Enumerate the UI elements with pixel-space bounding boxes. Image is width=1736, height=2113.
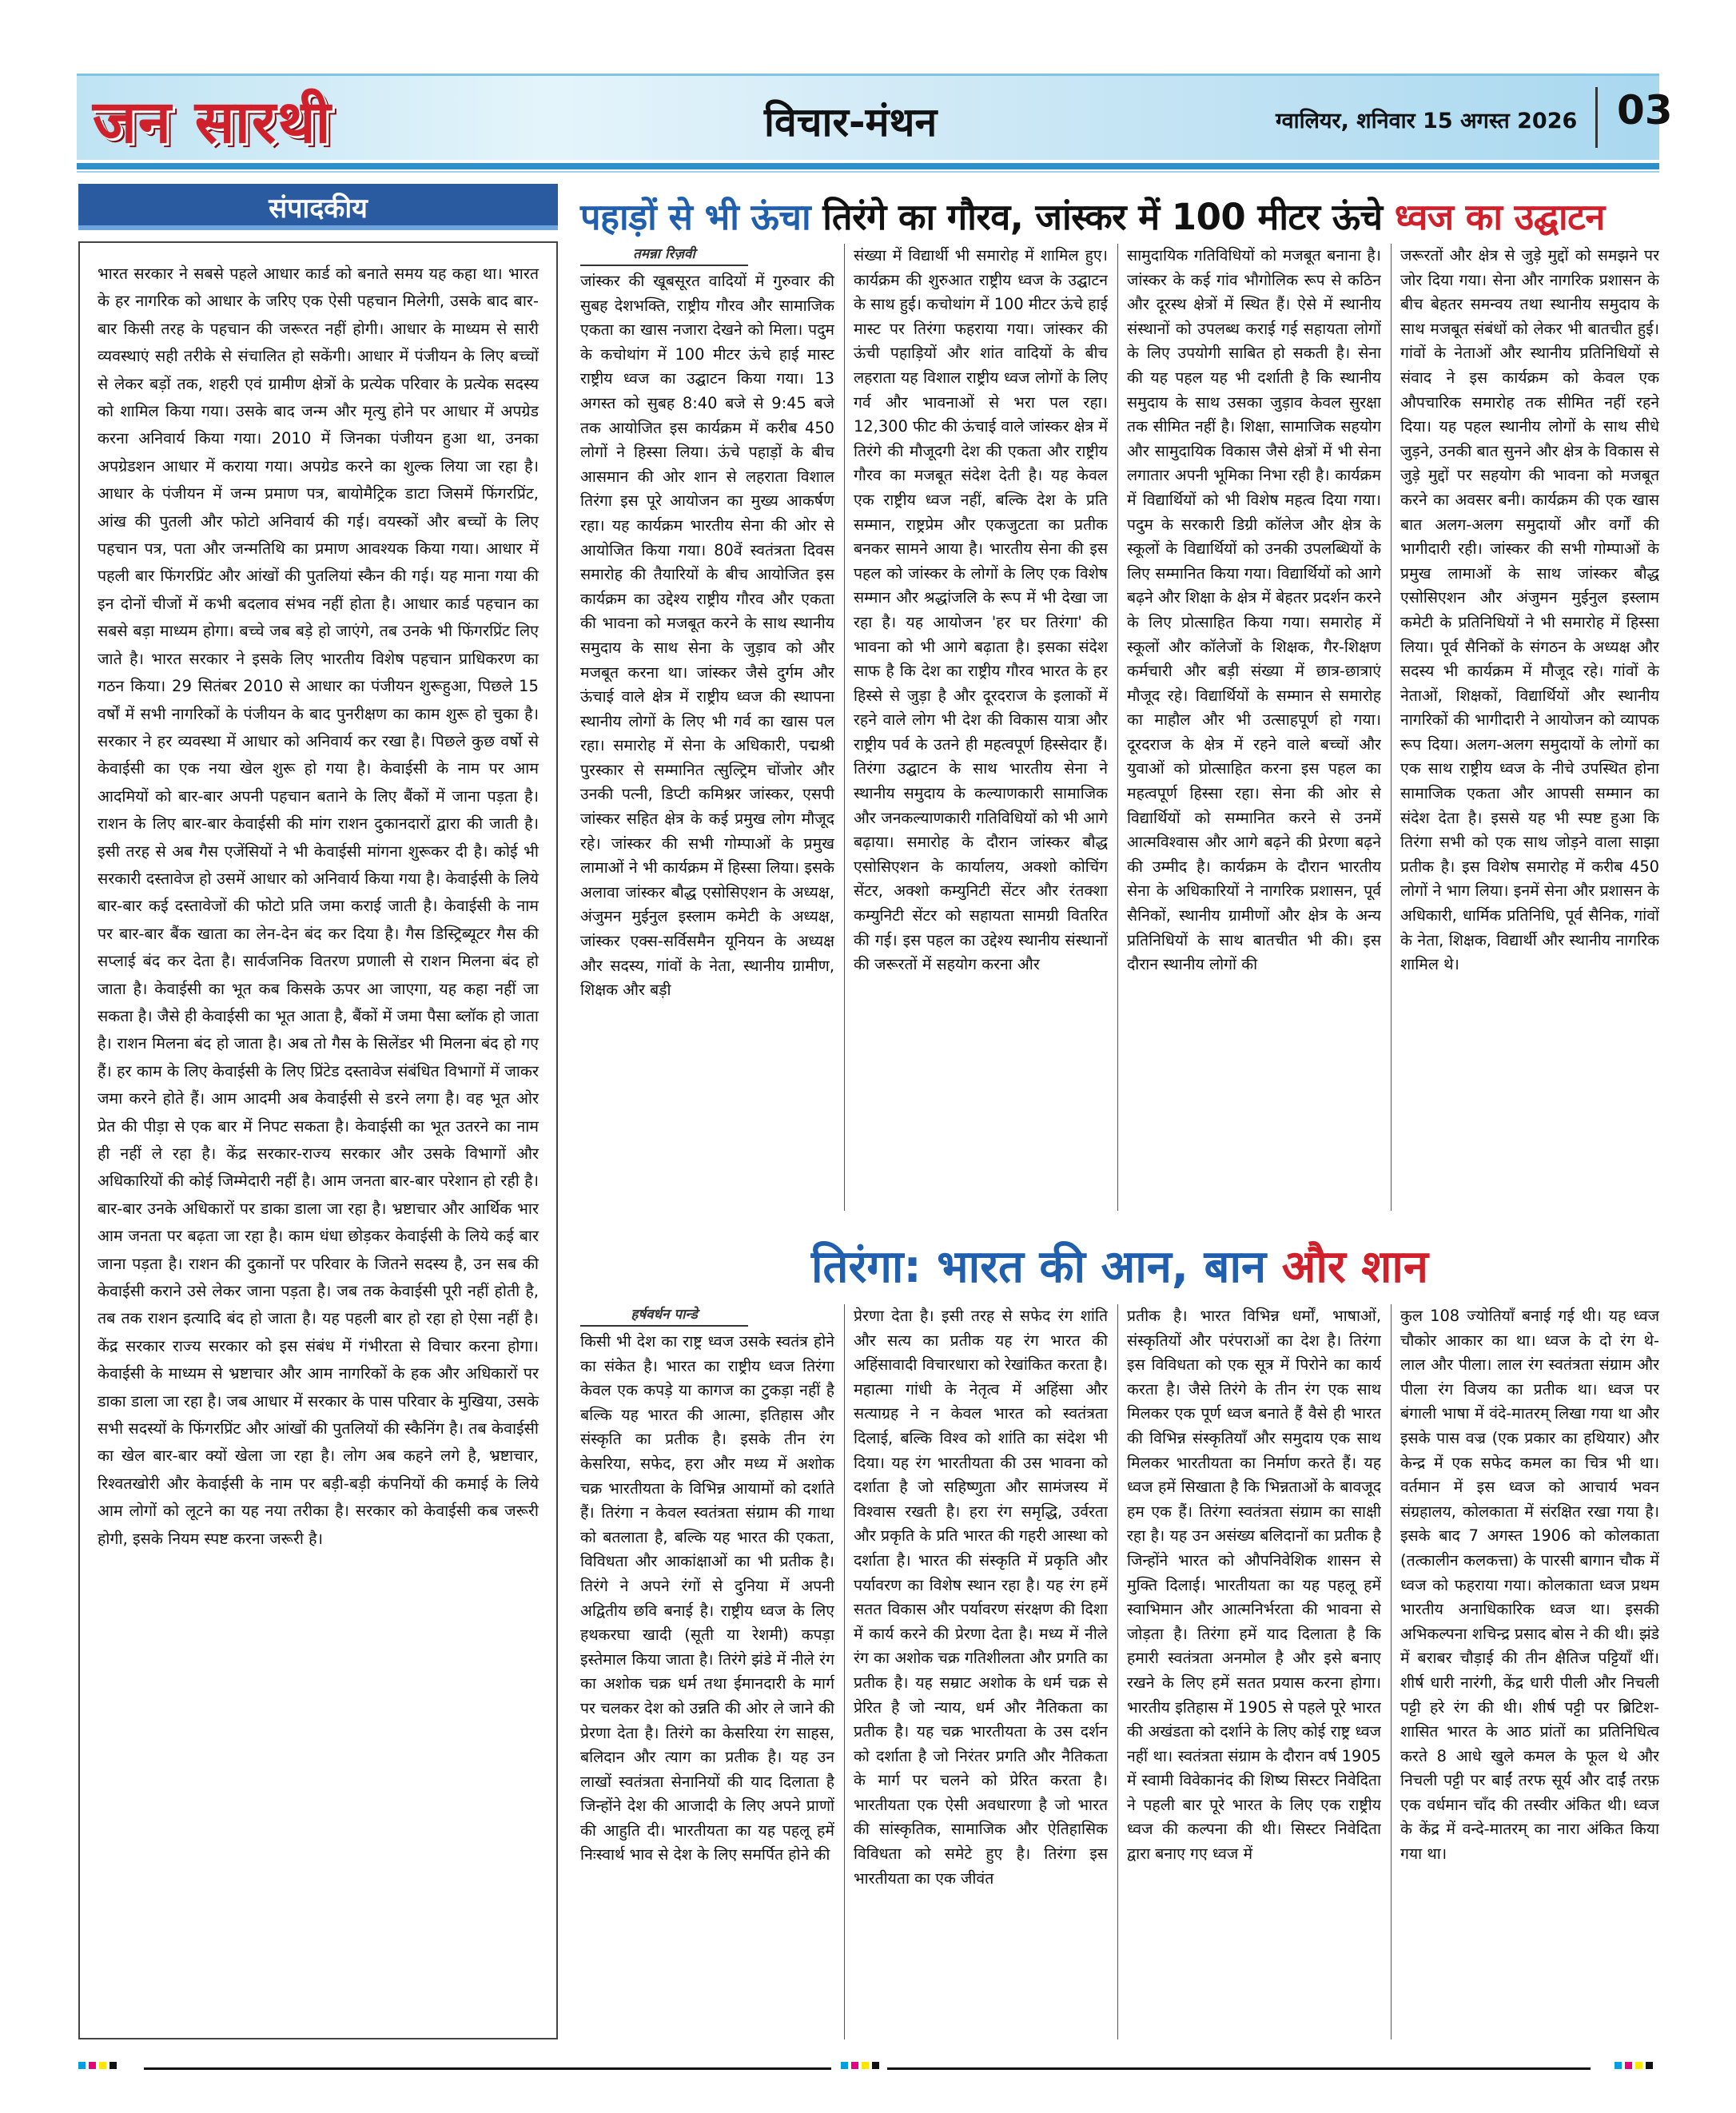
column-divider (1391, 1304, 1392, 2039)
article2-headline (580, 1235, 1659, 1295)
article2-col3-text: प्रतीक है। भारत विभिन्न धर्मों, भाषाओं, संस्कृतियों और परंपराओं का देश है। तिरंगा इस विविधता को एक सूत्र में पिरोने का कार्य करता है। जैसे तिरंगे के तीन रंग एक साथ मिलकर एक पूर्ण ध्वज बनाते हैं वैसे ही भारत की विभिन्न संस्कृतियाँ और समुदाय एक साथ मिलकर भारतीयता का निर्माण करते हैं। यह ध्वज हमें सिखाता है कि भिन्नताओं के बावजूद हम एक हैं। तिरंगा स्वतंत्रता संग्राम का साक्षी रहा है। यह उन असंख्य बलिदानों का प्रतीक है जिन्होंने भारत को औपनिवेशिक शासन से मुक्ति दिलाई। भारतीयता का यह पहलू हमें स्वाभिमान और आत्मनिर्भरता की भावना से जोड़ता है। तिरंगा हमें याद दिलाता है कि हमारी स्वतंत्रता अनमोल है और इसे बनाए रखने के लिए हमें सतत प्रयास करना होगा। भारतीय इतिहास में 1905 से पहले पूरे भारत की अखंडता को दर्शाने के लिए कोई राष्ट्र ध्वज नहीं था। स्वतंत्रता संग्राम के दौरान वर्ष 1905 में स्वामी विवेकानंद की शिष्य सिस्टर निवेदिता ने पहली बार पूरे भारत के लिए एक राष्ट्रीय ध्वज की कल्पना की थी। सिस्टर निवेदिता द्वारा बनाए गए ध्वज में (1127, 1307, 1381, 1864)
article2-headline-part1: तिरंगा: भारत की आन, बान (811, 1241, 1282, 1293)
section-title: विचार-मंथन (764, 99, 938, 145)
column-divider (1117, 244, 1118, 1211)
column-divider (1391, 244, 1392, 1211)
registration-marks (841, 2062, 879, 2069)
column-divider (844, 1304, 845, 2039)
article2-headline-part2: और शान (1281, 1241, 1428, 1293)
article2-col1-text: किसी भी देश का राष्ट्र ध्वज उसके स्वतंत्र होने का संकेत है। भारत का राष्ट्रीय ध्वज तिरंगा केवल एक कपड़े या कागज का टुकड़ा नहीं है बल्कि यह भारत की आत्मा, इतिहास और संस्कृति का प्रतीक है। इसके तीन रंग केसरिया, सफेद, हरा और मध्य में अशोक चक्र भारतीयता के विभिन्न आयामों को दर्शाते हैं। तिरंगा न केवल स्वतंत्रता संग्राम की गाथा को बतलाता है, बल्कि यह भारत की एकता, विविधता और आकांक्षाओं का भी प्रतीक है। तिरंगे ने अपने रंगों से दुनिया में अपनी अद्वितीय छवि बनाई है। राष्ट्रीय ध्वज के लिए हथकरघा खादी (सूती या रेशमी) कपड़ा इस्तेमाल किया जाता है। तिरंगे झंडे में नीले रंग का अशोक चक्र धर्म तथा ईमानदारी के मार्ग पर चलकर देश को उन्नति की ओर ले जाने की प्रेरणा देता है। तिरंगे का केसरिया रंग साहस, बलिदान और त्याग का प्रतीक है। यह उन लाखों स्वतंत्रता सेनानियों की याद दिलाता है जिन्होंने देश की आजादी के लिए अपने प्राणों की आहुति दी। भारतीयता का यह पहलू हमें निःस्वार्थ भाव से देश के लिए समर्पित होने की (580, 1332, 834, 1864)
footer-rule (144, 2067, 831, 2070)
article1-col1-text: जांस्कर की खूबसूरत वादियों में गुरुवार की सुबह देशभक्ति, राष्ट्रीय गौरव और सामाजिक एकता का खास नजारा देखने को मिला। पदुम के कचोथांग में 100 मीटर ऊंचे हाई मास्ट राष्ट्रीय ध्वज का उद्घाटन किया गया। 13 अगस्त को सुबह 8:40 बजे से 9:45 बजे तक आयोजित इस कार्यक्रम में करीब 450 लोगों ने हिस्सा लिया। ऊंचे पहाड़ों के बीच आसमान की ओर शान से लहराता विशाल तिरंगा इस पूरे आयोजन का मुख्य आकर्षण रहा। यह कार्यक्रम भारतीय सेना की ओर से आयोजित किया गया। 80वें स्वतंत्रता दिवस समारोह की तैयारियों के बीच आयोजित इस कार्यक्रम का उद्देश्य राष्ट्रीय गौरव और एकता की भावना को मजबूत करने के साथ स्थानीय समुदाय के साथ सेना के जुड़ाव को और मजबूत करना था। जांस्कर जैसे दुर्गम और ऊंचाई वाले क्षेत्र में राष्ट्रीय ध्वज की स्थापना स्थानीय लोगों के लिए भी गर्व का खास पल रहा। समारोह में सेना के अधिकारी, पद्मश्री पुरस्कार से सम्मानित त्सुल्ट्रिम चोंजोर और उनकी पत्नी, डिप्टी कमिश्नर जांस्कर, एसपी जांस्कर सहित क्षेत्र के कई प्रमुख लोग मौजूद रहे। जांस्कर की सभी गोम्पाओं के प्रमुख लामाओं ने भी कार्यक्रम में हिस्सा लिया। इसके अलावा जांस्कर बौद्ध एसोसिएशन के अध्यक्ष, अंजुमन मुईनुल इस्लाम कमेटी के अध्यक्ष, जांस्कर एक्स-सर्विसमैन यूनियन के अध्यक्ष और सदस्य, गांवों के नेता, स्थानीय ग्रामीण, शिक्षक और बड़ी (580, 272, 834, 1000)
article2-column-3 (1127, 1304, 1381, 2039)
article1-column-2 (854, 244, 1108, 1211)
masthead-rule (77, 163, 1659, 169)
article2-column-2 (854, 1304, 1108, 2039)
editorial-header (78, 184, 558, 230)
dateline: ग्वालियर, शनिवार 15 अगस्त 2026 (1276, 109, 1578, 133)
article1-headline-part3: ध्वज का उद्घाटन (1394, 196, 1605, 238)
article1-col2-text: संख्या में विद्यार्थी भी समारोह में शामिल हुए। कार्यक्रम की शुरुआत राष्ट्रीय ध्वज के उद्घाटन के साथ हुई। कचोथांग में 100 मीटर ऊंचे हाई मास्ट पर तिरंगा फहराया गया। जांस्कर की ऊंची पहाड़ियों और शांत वादियों के बीच लहराता यह विशाल राष्ट्रीय ध्वज लोगों के लिए गर्व और भावनाओं से भरा पल रहा। 12,300 फीट की ऊंचाई वाले जांस्कर क्षेत्र में तिरंगे की मौजूदगी देश की एकता और राष्ट्रीय गौरव का मजबूत संदेश देती है। यह केवल एक राष्ट्रीय ध्वज नहीं, बल्कि देश के प्रति सम्मान, राष्ट्रप्रेम और एकजुटता का प्रतीक बनकर सामने आया है। भारतीय सेना की इस पहल को जांस्कर के लोगों के लिए एक विशेष सम्मान और श्रद्धांजलि के रूप में भी देखा जा रहा है। यह आयोजन 'हर घर तिरंगा' की भावना को भी आगे बढ़ाता है। इसका संदेश साफ है कि देश का राष्ट्रीय गौरव भारत के हर हिस्से से जुड़ा है और दूरदराज के इलाकों में रहने वाले लोग भी देश की विकास यात्रा और राष्ट्रीय पर्व के उतने ही महत्वपूर्ण हिस्सेदार हैं। तिरंगा उद्घाटन के साथ भारतीय सेना ने स्थानीय समुदाय के कल्याणकारी सामाजिक और जनकल्याणकारी गतिविधियों को भी आगे बढ़ाया। समारोह के दौरान जांस्कर बौद्ध एसोसिएशन के कार्यालय, अक्शो कोचिंग सेंटर, अक्शो कम्युनिटी सेंटर और रंतक्शा कम्युनिटी सेंटर को सहायता सामग्री वितरित की गई। इस पहल का उद्देश्य स्थानीय संस्थानों की जरूरतों में सहयोग करना और (854, 246, 1108, 974)
article2-col2-text: प्रेरणा देता है। इसी तरह से सफेद रंग शांति और सत्य का प्रतीक यह रंग भारत की अहिंसावादी विचारधारा को रेखांकित करता है। महात्मा गांधी के नेतृत्व में अहिंसा और सत्याग्रह ने न केवल भारत को स्वतंत्रता दिलाई, बल्कि विश्व को शांति का संदेश भी दिया। यह रंग भारतीयता की उस भावना को दर्शाता है जो सहिष्णुता और सामंजस्य में विश्वास रखती है। हरा रंग समृद्धि, उर्वरता और प्रकृति के प्रति भारत की गहरी आस्था को दर्शाता है। भारत की संस्कृति में प्रकृति और पर्यावरण का विशेष स्थान रहा है। यह रंग हमें सतत विकास और पर्यावरण संरक्षण की दिशा में कार्य करने की प्रेरणा देता है। मध्य में नीले रंग का अशोक चक्र गतिशीलता और प्रगति का प्रतीक है। यह सम्राट अशोक के धर्म चक्र से प्रेरित है जो न्याय, धर्म और नैतिकता का प्रतीक है। यह चक्र भारतीयता के उस दर्शन को दर्शाता है जो निरंतर प्रगति और नैतिकता के मार्ग पर चलने को प्रेरित करता है। भारतीयता एक ऐसी अवधारणा है जो भारत की सांस्कृतिक, सामाजिक और ऐतिहासिक विविधता को समेटे हुए है। तिरंगा इस भारतीयता का एक जीवंत (854, 1307, 1108, 1888)
footer-rule (887, 2067, 1591, 2070)
masthead-rule-thin (77, 171, 1659, 173)
article1-byline: तमन्ना रिज़वी (580, 244, 748, 266)
article1-column-4 (1400, 244, 1659, 1211)
article1-headline-part1: पहाड़ों से भी ऊंचा (580, 196, 823, 238)
editorial-box (78, 241, 558, 2039)
article1-column-1 (580, 244, 834, 1211)
newspaper-logo: जन सारथी (93, 88, 332, 157)
registration-marks (1615, 2062, 1653, 2069)
article2-byline: हर्षवर्धन पान्डे (580, 1304, 748, 1327)
column-divider (1117, 1304, 1118, 2039)
editorial-label: संपादकीय (269, 193, 368, 225)
column-divider (844, 244, 845, 1211)
editorial-text: भारत सरकार ने सबसे पहले आधार कार्ड को बनाते समय यह कहा था। भारत के हर नागरिक को आधार के जरिए एक ऐसी पहचान मिलेगी, उसके बाद बार-बार किसी तरह के पहचान की जरूरत नहीं होगी। आधार के माध्यम से सारी व्यवस्थाएं सही तरीके से संचालित हो सकेंगी। आधार में पंजीयन के लिए बच्चों से लेकर बड़ों तक, शहरी एवं ग्रामीण क्षेत्रों के प्रत्येक परिवार के प्रत्येक सदस्य को शामिल किया गया। उसके बाद जन्म और मृत्यु होने पर आधार में अपग्रेड करना अनिवार्य किया गया। 2010 में जिनका पंजीयन हुआ था, उनका अपग्रेडशन आधार में कराया गया। अपग्रेड करने का शुल्क लिया जा रहा है। आधार के पंजीयन में जन्म प्रमाण पत्र, बायोमैट्रिक डाटा जिसमें फिंगरप्रिंट, आंख की पुतली और फोटो अनिवार्य की गई। वयस्कों और बच्चों के लिए पहचान पत्र, पता और जन्मतिथि का प्रमाण आवश्यक किया गया। आधार में पहली बार फिंगरप्रिंट और आंखों की पुतलियां स्कैन की गई। यह माना गया की इन दोनों चीजों में कभी बदलाव संभव नहीं होता है। आधार कार्ड पहचान का सबसे बड़ा माध्यम होगा। बच्चे जब बड़े हो जाएंगे, तब उनके भी फिंगरप्रिंट लिए जाते है। भारत सरकार ने इसके लिए भारतीय विशेष पहचान प्राधिकरण का गठन किया। 29 सितंबर 2010 से आधार का पंजीयन शुरूहुआ, पिछले 15 वर्षों में सभी नागरिकों के पंजीयन के बाद पुनरीक्षण का काम शुरू हो चुका है। सरकार ने हर व्यवस्था में आधार को अनिवार्य कर रखा है। पिछले कुछ वर्षो से केवाईसी का एक नया खेल शुरू हो गया है। केवाईसी के नाम पर आम आदमियों को बार-बार अपनी पहचान बताने के लिए बैंकों में जाना पड़ता है। राशन के लिए बार-बार केवाईसी की मांग राशन दुकानदारों द्वारा की जाती है। इसी तरह से अब गैस एजेंसियों ने भी केवाईसी मांगना शुरूकर दी है। कोई भी सरकारी दस्तावेज हो उसमें आधार को अनिवार्य किया गया है। केवाईसी के लिये बार-बार कई दस्तावेजों की फोटो प्रति जमा कराई जाती है। केवाईसी के नाम पर बार-बार बैंक खाता का लेन-देन बंद कर दिया है। गैस डिस्ट्रिब्यूटर गैस की सप्लाई बंद कर देता है। सार्वजनिक वितरण प्रणाली से राशन मिलना बंद हो जाता है। केवाईसी का भूत कब किसके ऊपर आ जाएगा, यह कहा नहीं जा सकता है। जैसे ही केवाईसी का भूत आता है, बैंकों में जमा पैसा ब्लॉक हो जाता है। राशन मिलना बंद हो जाता है। अब तो गैस के सिलेंडर भी मिलना बंद हो गए हैं। हर काम के लिए केवाईसी के लिए प्रिंटेड दस्तावेज संबंधित विभागों में जाकर जमा करने होते हैं। आम आदमी अब केवाईसी से डरने लगा है। वह भूत ओर प्रेत की पीड़ा से एक बार में निपट सकता है। केवाईसी का भूत उतरने का नाम ही नहीं ले रहा है। केंद्र सरकार-राज्य सरकार और उसके विभागों और अधिकारियों की कोई जिम्मेदारी नहीं है। आम जनता बार-बार परेशान हो रही है। बार-बार उनके अधिकारों पर डाका डाला जा रहा है। भ्रष्टाचार और आर्थिक भार आम जनता पर बढ़ता जा रहा है। काम धंधा छोड़कर केवाईसी के लिये कई बार जाना पड़ता है। राशन की दुकानों पर परिवार के जितने सदस्य है, उन सब की केवाईसी कराने उसे लेकर जाना पड़ता है। जब तक केवाईसी पूरी नहीं होती है, तब तक राशन इत्यादि बंद हो जाता है। यह पहली बार हो रहा हो ऐसा नहीं है। केंद्र सरकार राज्य सरकार को इस संबंध में गंभीरता से विचार करना होगा। केवाईसी के माध्यम से भ्रष्टाचार और आम नागरिकों के हक और अधिकारों पर डाका डाला जा रहा है। जब आधार में सरकार के पास परिवार के मुखिया, उसके सभी सदस्यों के फिंगरप्रिंट और आंखों की पुतलियों की स्कैनिंग है। तब केवाईसी का खेल बार-बार क्यों खेला जा रहा है। लोग अब कहने लगे है, भ्रष्टाचार, रिश्वतखोरी और केवाईसी के नाम पर बड़ी-बड़ी कंपनियों की कमाई के लिये आम लोगों को लूटने का यह नया तरीका है। सरकार को केवाईसी कब जरूरी होगी, इसके नियम स्पष्ट करना जरूरी है। (98, 265, 540, 1548)
article2-col4-text: कुल 108 ज्योतियाँ बनाई गई थी। यह ध्वज चौकोर आकार का था। ध्वज के दो रंग थे- लाल और पीला। लाल रंग स्वतंत्रता संग्राम और पीला रंग विजय का प्रतीक था। ध्वज पर बंगाली भाषा में वंदे-मातरम् लिखा गया था और इसके पास वज्र (एक प्रकार का हथियार) और केन्द्र में एक सफेद कमल का चित्र भी था। वर्तमान में इस ध्वज को आचार्य भवन संग्रहालय, कोलकाता में संरक्षित रखा गया है। इसके बाद 7 अगस्त 1906 को कोलकाता (तत्कालीन कलकत्ता) के पारसी बागान चौक में ध्वज को फहराया गया। कोलकाता ध्वज प्रथम भारतीय अनाधिकारिक ध्वज था। इसकी अभिकल्पना शचिन्द्र प्रसाद बोस ने की थी। झंडे में बराबर चौड़ाई की तीन क्षैतिज पट्टियाँ थीं। शीर्ष धारी नारंगी, केंद्र धारी पीली और निचली पट्टी हरे रंग की थी। शीर्ष पट्टी पर ब्रिटिश-शासित भारत के आठ प्रांतों का प्रतिनिधित्व करते 8 आधे खुले कमल के फूल थे और निचली पट्टी पर बाईं तरफ सूर्य और दाईं तरफ़ एक वर्धमान चाँद की तस्वीर अंकित थी। ध्वज के केंद्र में वन्दे-मातरम् का नारा अंकित किया गया था। (1400, 1307, 1659, 1864)
article1-headline (580, 192, 1659, 241)
article1-col4-text: जरूरतों और क्षेत्र से जुड़े मुद्दों को समझने पर जोर दिया गया। सेना और नागरिक प्रशासन के बीच बेहतर समन्वय तथा स्थानीय समुदाय के साथ मजबूत संबंधों को लेकर भी बातचीत हुई। गांवों के नेताओं और स्थानीय प्रतिनिधियों से संवाद ने इस कार्यक्रम को केवल एक औपचारिक समारोह तक सीमित नहीं रहने दिया। यह पहल स्थानीय लोगों के साथ सीधे जुड़ने, उनकी बात सुनने और क्षेत्र के विकास से जुड़े मुद्दों पर सहयोग की भावना को मजबूत करने का अवसर बनी। कार्यक्रम की एक खास बात अलग-अलग समुदायों और वर्गों की भागीदारी रही। जांस्कर की सभी गोम्पाओं के प्रमुख लामाओं के साथ जांस्कर बौद्ध एसोसिएशन और अंजुमन मुईनुल इस्लाम कमेटी के प्रतिनिधियों ने भी समारोह में हिस्सा लिया। पूर्व सैनिकों के संगठन के अध्यक्ष और सदस्य भी कार्यक्रम में मौजूद रहे। गांवों के नेताओं, शिक्षकों, विद्यार्थियों और स्थानीय नागरिकों की भागीदारी ने आयोजन को व्यापक रूप दिया। अलग-अलग समुदायों के लोगों का एक साथ राष्ट्रीय ध्वज के नीचे उपस्थित होना सामाजिक एकता और आपसी सम्मान का संदेश देता है। इससे यह भी स्पष्ट हुआ कि तिरंगा सभी को एक साथ जोड़ने वाला साझा प्रतीक है। इस विशेष समारोह में करीब 450 लोगों ने भाग लिया। इनमें सेना और प्रशासन के अधिकारी, धार्मिक प्रतिनिधि, पूर्व सैनिक, गांवों के नेता, शिक्षक, विद्यार्थी और स्थानीय नागरिक शामिल थे। (1400, 246, 1659, 974)
page-number: 03 (1595, 87, 1673, 148)
article1-col3-text: सामुदायिक गतिविधियों को मजबूत बनाना है। जांस्कर के कई गांव भौगोलिक रूप से कठिन और दूरस्थ क्षेत्रों में स्थित हैं। ऐसे में स्थानीय संस्थानों को उपलब्ध कराई गई सहायता लोगों के लिए उपयोगी साबित हो सकती है। सेना की यह पहल यह भी दर्शाती है कि स्थानीय समुदाय के साथ उसका जुड़ाव केवल सुरक्षा तक सीमित नहीं है। शिक्षा, सामाजिक सहयोग और सामुदायिक विकास जैसे क्षेत्रों में भी सेना लगातार अपनी भूमिका निभा रही है। कार्यक्रम में विद्यार्थियों को भी विशेष महत्व दिया गया। पदुम के सरकारी डिग्री कॉलेज और क्षेत्र के स्कूलों के विद्यार्थियों को उनकी उपलब्धियों के लिए सम्मानित किया गया। विद्यार्थियों को आगे बढ़ने और शिक्षा के क्षेत्र में बेहतर प्रदर्शन करने के लिए प्रोत्साहित किया गया। समारोह में स्कूलों और कॉलेजों के शिक्षक, गैर-शिक्षण कर्मचारी और बड़ी संख्या में छात्र-छात्राएं मौजूद रहे। विद्यार्थियों के सम्मान से समारोह का माहौल और भी उत्साहपूर्ण हो गया। दूरदराज के क्षेत्र में रहने वाले बच्चों और युवाओं को प्रोत्साहित करना इस पहल का महत्वपूर्ण हिस्सा रहा। सेना की ओर से विद्यार्थियों को सम्मानित करने से उनमें आत्मविश्वास और आगे बढ़ने की प्रेरणा बढ़ने की उम्मीद है। कार्यक्रम के दौरान भारतीय सेना के अधिकारियों ने नागरिक प्रशासन, पूर्व सैनिकों, स्थानीय ग्रामीणों और क्षेत्र के अन्य प्रतिनिधियों के साथ बातचीत भी की। इस दौरान स्थानीय लोगों की (1127, 246, 1381, 974)
article2-column-4 (1400, 1304, 1659, 2039)
article1-column-3 (1127, 244, 1381, 1211)
masthead (77, 74, 1673, 160)
registration-marks (78, 2062, 117, 2069)
article1-headline-part2: तिरंगे का गौरव, जांस्कर में 100 मीटर ऊंचे (822, 196, 1395, 238)
article2-column-1 (580, 1304, 834, 2039)
